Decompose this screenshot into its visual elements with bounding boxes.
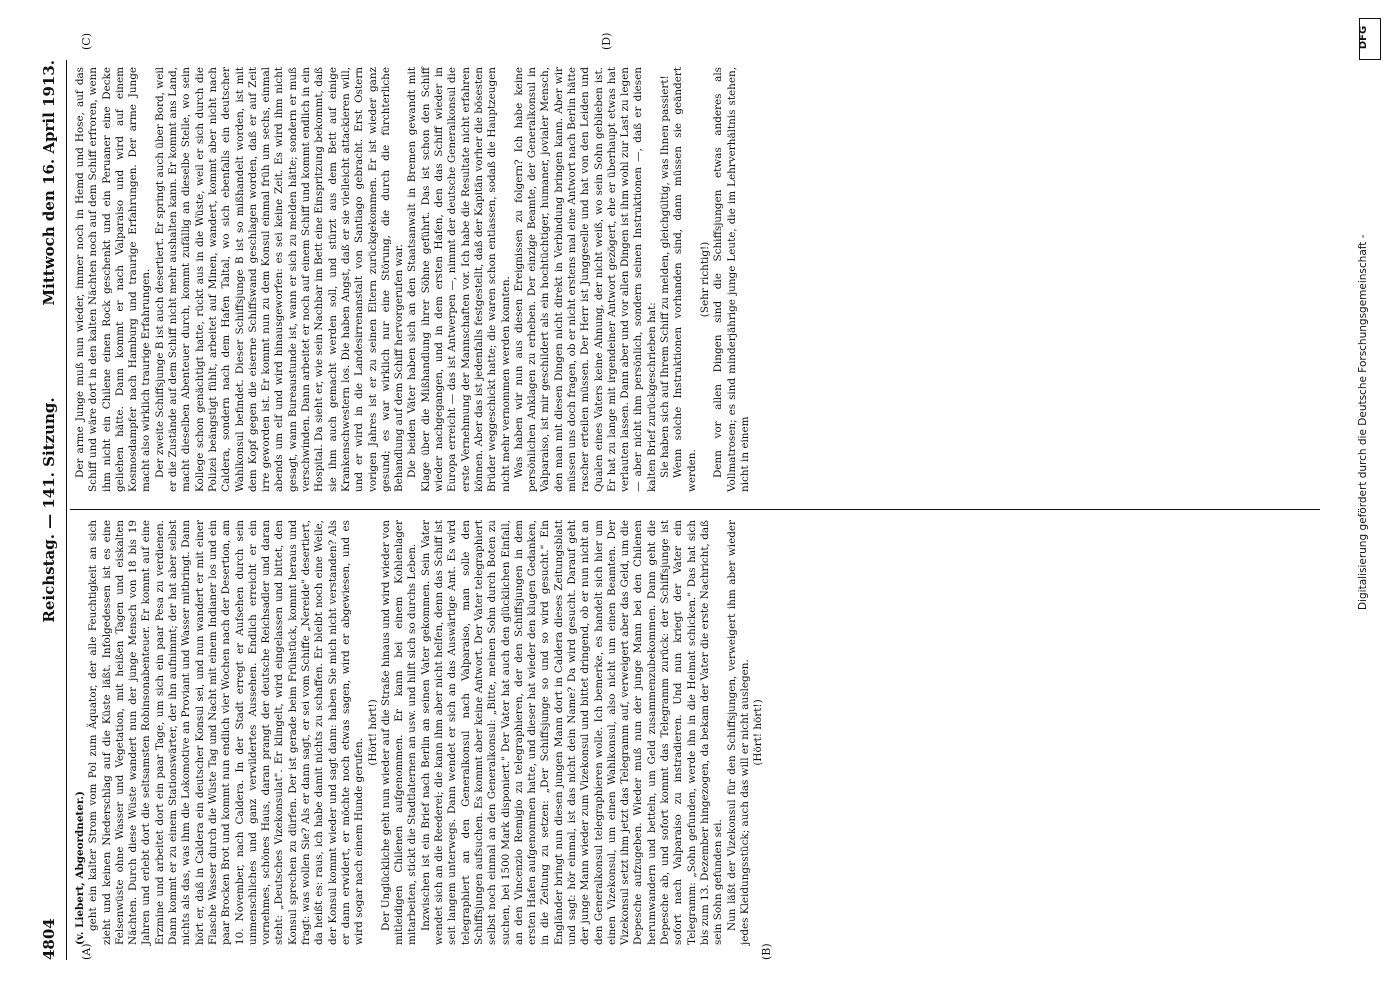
paragraph: Was haben wir nun aus diesen Ereignissen zu folgern? Ich habe keine persönlichen Anklagen zu erheben. Der einzige Beamte, der Generalkonsul in Valparaiso, ist mir geschildert als ein hochtüchtiger, humaner, jovialer Mensch, den man mit diesen Dingen nicht direkt in Verbindung bringen kann. Aber wir müssen uns doch fragen, ob er nicht erstens mal eine Antwort nach Berlin hätte rascher erteilen müssen. Der Herr ist Junggeselle und hat von den Leiden und Qualen eines Vaters keine Ahnung, der nicht weiß, wo sein Sohn geblieben ist. Er hat zu lange mit irgendeiner Antwort gezögert, ehe er überhaupt etwas hat verlauten lassen. Dann aber und vor allen Dingen ist ihm wohl zur Last zu legen — aber nicht ihm persönlich, sondern seinen Instruktionen —, daß er diesen kalten Brief zurückgeschrieben hat: xyxy=(512,67,658,492)
paragraph: geht ein kalter Strom vom Pol zum Äquator, der alle Feuchtigkeit an sich zieht und keinen Niederschlag auf die Küste läßt. Infolgedessen ist es eine Felsenwüste ohne Wasser und Vegetation, mit heißen Tagen und eiskalten Nächten. Durch diese Wüste wandert nun der junge Mensch von 18 bis 19 Jahren und erlebt dort die seltsamsten Robinsonabenteuer. Er kommt auf eine Erzmine und arbeitet dort ein paar Tage, um sich ein paar Pesa zu verdienen. Dann kommt er zu einem Stationswärter, der ihn aufnimmt; der hat aber selbst nichts als das, was ihm die Lokomotive an Proviant und Wasser mitbringt. Dann hört er, daß in Caldera ein deutscher Konsul sei, und nun wandert er mit einer Flasche Wasser durch die Wüste Tag und Nacht mit einem Indianer los und ein paar Brocken Brot und kommt nun endlich vier Wochen nach der Desertion, am 10. November, nach Caldera. In der Stadt erregt er Aufsehen durch sein unmenschliches und ganz verwildertes Aussehen. Endlich erreicht er ein vornehmes, schönes Haus, daran prangt der deutsche Reichsadler und daran steht: „Deutsches Vizekonsulat". Er klingelt, wird eingelassen und bittet, den Konsul sprechen zu dürfen. Der ist gerade beim Frühstück, kommt heraus und fragt: was wollen Sie? Als er dann sagt, er sei vom Schiffe „Nereide" desertiert, da heißt es: raus, ich habe damit nichts zu schaffen. Er bleibt noch eine Weile, der Konsul kommt wieder und sagt dann: haben Sie mich nicht verstanden? Als er dann erwidert, er möchte noch etwas sagen, wird er abgewiesen, und es wird sogar nach einem Hunde gerufen. xyxy=(87,520,366,945)
session-title: Reichstag. — 141. Sitzung. xyxy=(40,397,58,623)
session-date: Mittwoch den 16. April 1913. xyxy=(40,60,58,306)
right-column xyxy=(74,67,752,492)
margin-marker-d: (D) xyxy=(600,32,613,50)
paragraph: Die beiden Väter haben sich an den Staatsanwalt in Bremen gewandt mit Klage über die Mißhandlung ihrer Söhne geführt. Das ist schon den Schiff wieder nachgegangen, und in dem ersten Hafen, den das Schiff wieder in Europa erreicht — das ist Antwerpen —, nimmt der deutsche Generalkonsul die erste Vernehmung der Mannschaften vor. Ich habe die Resultate nicht erfahren können. Aber das ist jedenfalls festgestellt, daß der Kapitän vorher die bösesten Brüder weggeschickt hatte; die waren schon entlassen, sodaß die Hauptzeugen nicht mehr vernommen werden konnten. xyxy=(406,67,512,492)
paragraph: Inzwischen ist ein Brief nach Berlin an seinen Vater gekommen. Sein Vater wendet sich an die Reederei; die kann ihm aber nicht helfen, denn das Schiff ist seit langem unterwegs. Dann wendet er sich an das Auswärtige Amt. Es wird telegraphiert an den Generalkonsul nach Valparaiso, man solle den Schiffsjungen aufsuchen. Es kommt aber keine Antwort. Der Vater telegraphiert selbst noch einmal an den Generalkonsul: „Bitte, meinen Sohn durch Boten zu suchen, bei 1500 Mark disponiert." Der Vater hat auch den glücklichen Einfall, an den Vincenzio Remigio zu telegraphieren, der den Schiffsjungen in dem ersten Hafen aufgenommen hatte, und dieser hat wieder den klugen Gedanken, in die Zeitung zu setzen: „Der Schiffsjunge so und so wird gesucht." Ein Engländer bringt nun diesen jungen Mann dort in Caldera dieses Zeitungsblatt und sagt: hör einmal, ist das nicht dein Name? Da wird gesucht. Darauf geht der junge Mann wieder zum Vizekonsul und bittet dringend, ob er nun nicht an den Generalkonsul telegraphieren wolle. Ich bemerke, es handelt sich hier um einen Vizekonsul, um einen Wahlkonsul, also nicht um einen Beamten. Der Vizekonsul setzt ihm jetzt das Telegramm auf, verweigert aber das Geld, um die Depesche aufzugeben. Wieder muß nun der junge Mann bei den Chilenen herumwandern und betteln, um Geld zusammenzubekommen. Dann geht die Depesche ab, und sofort kommt das Telegramm zurück: der Schiffsjunge ist sofort nach Valparaiso zu instradieren. Und nun kriegt der Vater ein Telegramm: „Sohn gefunden, werde ihn in die Heimat schicken." Das hat sich bis zum 13. Dezember hingezogen, da bekam der Vater die erste Nachricht, daß sein Sohn gefunden sei. xyxy=(419,520,725,945)
paragraph: Nun läßt der Vizekonsul für den Schiffsjungen, verweigert ihm aber wieder jedes Kleidungsstück; auch das will er nicht auslegen. xyxy=(725,520,751,945)
left-column xyxy=(74,520,765,945)
paragraph: Wenn solche Instruktionen vorhanden sind, dann müssen sie geändert werden. xyxy=(672,67,698,492)
page-header xyxy=(40,60,68,960)
paragraph: Der arme Junge muß nun wieder, immer noch in Hemd und Hose, auf das Schiff und wäre dort in den kalten Nächten noch auf dem Schiff erfroren, wenn ihm nicht ein Chilene einen Rock geschenkt und ein Peruaner eine Decke geliehen hätte. Dann kommt er nach Valparaiso und wird auf einem Kosmosdampfer nach Hamburg und traurige Erfahrungen. Der arme Junge macht also wirklich traurige Erfahrungen. xyxy=(74,67,153,492)
paragraph: Der Unglückliche geht nun wieder auf die Straße hinaus und wird wieder von mitleidigen Chilenen aufgenommen. Er kann bei einem Kohlenlager mitarbeiten, stickt die Stadtlaternen an usw. und hilft sich so durchs Leben. xyxy=(379,520,419,945)
speaker-name: (v. Liebert, Abgeordneter.) xyxy=(74,791,86,945)
margin-marker-c: (C) xyxy=(80,33,93,50)
attribution-strip xyxy=(1357,10,1381,610)
interjection: (Sehr richtig!) xyxy=(698,241,711,318)
page-number: 4804 xyxy=(40,918,58,960)
interjection: (Hört! hört!) xyxy=(366,699,379,766)
header-rule xyxy=(66,60,67,960)
attribution-text: Digitalisierung gefördert durch die Deutsche Forschungsgemeinschaft - xyxy=(1357,234,1369,610)
paragraph: Denn vor allen Dingen sind die Schiffsjungen etwas anderes als Vollmatrosen; es sind minderjährige junge Leute, die im Lehrverhältnis stehen, nicht in einem xyxy=(712,67,751,492)
column-divider xyxy=(70,509,1320,510)
paragraph: Der zweite Schiffsjunge B ist auch desertiert. Er springt auch über Bord, weil er die Zustände auf dem Schiff nicht mehr aushalten kann. Er kommt ans Land, macht dieselben Abenteuer durch, kommt zufällig an dieselbe Stelle, wo sein Kollege schon genächtigt hatte, rückt aus in die Wüste, weil er sich durch die Polizei beängstigt fühlt, arbeitet auf Minen, wandert, kommt aber nicht nach Caldera, sondern nach dem Hafen Taltal, wo sich ebenfalls ein deutscher Wahlkonsul befindet. Dieser Schiffsjunge B ist so mißhandelt worden, ist mit dem Kopf gegen die eiserne Schiffswand geschlagen worden, daß er auf Zeit irre geworden ist. Er kommt nun zu dem Konsul einmal früh um sechs, einmal abends um elf und wird hinausgeworfen: es sei keine Zeit. Es wird ihm nicht gesagt, wann Bureaustunde ist, wann er sich zu melden hätte; sondern er muß verschwinden. Dann arbeitet er noch auf einem Schiff und kommt endlich in ein Hospital. Da sieht er, wie sein Nachbar im Bett eine Einspritzung bekommt, daß sie ihm auch gemacht werden soll, und stürzt aus dem Bett auf einige Krankenschwestern los. Die haben Angst, daß er sie vielleicht attackieren will, und er wird in die Landesirrenanstalt von Santiago gebracht. Erst Ostern vorigen Jahres ist er zu seinen Eltern zurückgekommen. Er ist wieder ganz gesund; es war wirklich nur eine Störung, die durch die fürchterliche Behandlung auf dem Schiff hervorgerufen war. xyxy=(153,67,406,492)
margin-marker-a: (A) xyxy=(80,943,93,960)
dfg-logo: DFG xyxy=(1359,18,1381,60)
margin-marker-b: (B) xyxy=(760,943,773,960)
quoted-paragraph: Sie haben sich auf Ihrem Schiff zu melden, gleichgültig, was Ihnen passiert! xyxy=(659,75,672,478)
interjection: (Hört! hört!) xyxy=(752,699,765,766)
